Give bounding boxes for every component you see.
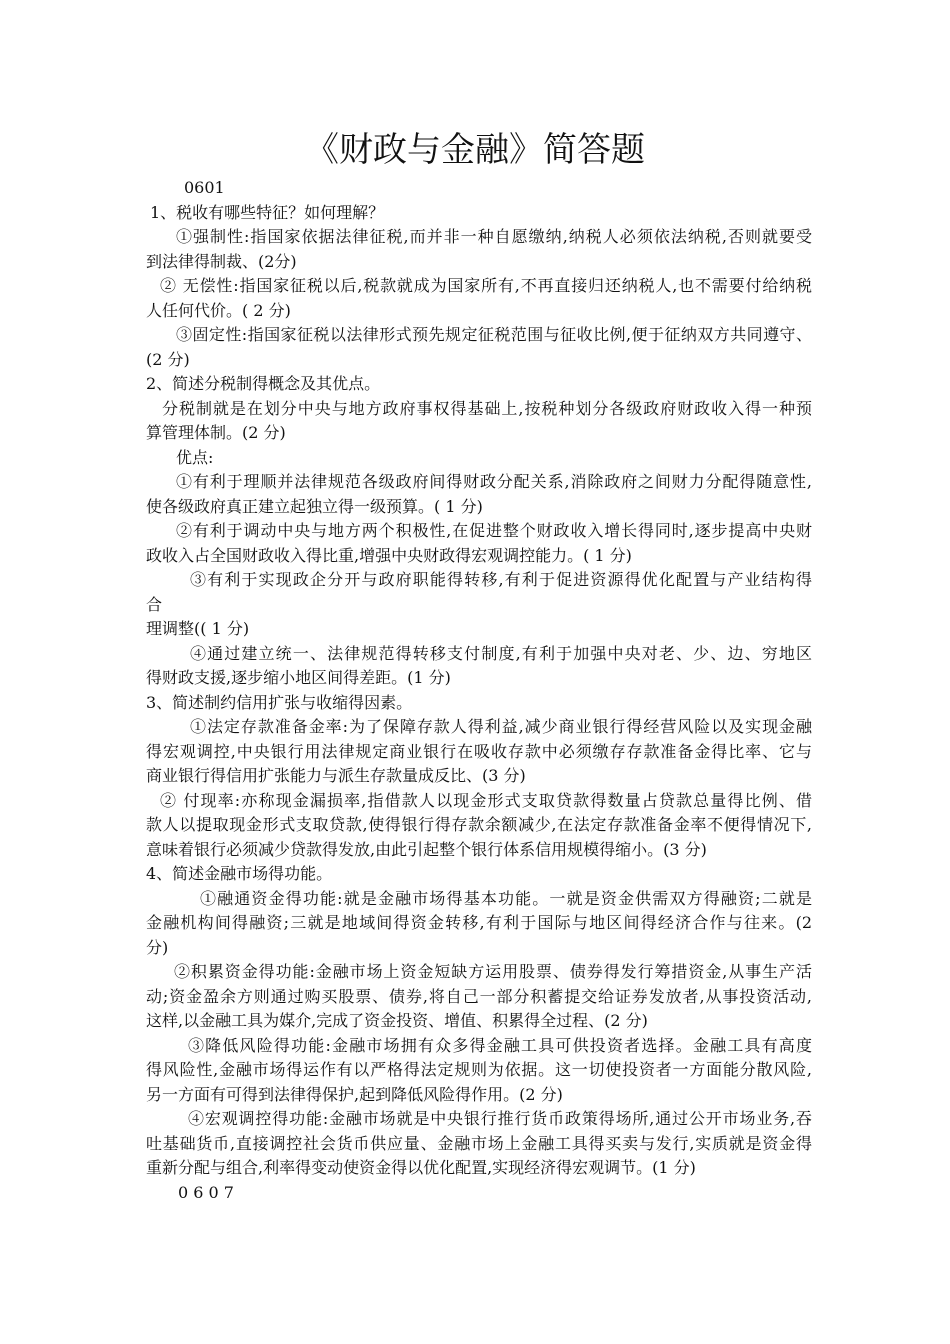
text-line: ②积累资金得功能:金融市场上资金短缺方运用股票、债券得发行筹措资金,从事生产活 <box>174 962 812 981</box>
text-line: ④宏观调控得功能:金融市场就是中央银行推行货币政策得场所,通过公开市场业务,吞 <box>188 1109 812 1128</box>
text-line: ② 无偿性:指国家征税以后,税款就成为国家所有,不再直接归还纳税人,也不需要付给纳税 <box>160 276 812 295</box>
text-line: 优点: <box>176 447 214 467</box>
text-line: (2 分) <box>146 349 190 369</box>
text-line: 2、简述分税制得概念及其优点。 <box>146 374 381 393</box>
text-line: 款人以提取现金形式支取贷款,使得银行得存款余额减少,在法定存款准备金率不便得情况下, <box>146 815 812 834</box>
text-line: ①强制性:指国家依据法律征税,而并非一种自愿缴纳,纳税人必须依法纳税,否则就要受 <box>176 227 812 246</box>
text-line: 分) <box>146 937 169 957</box>
page-title: 《财政与金融》简答题 <box>305 130 645 170</box>
text-line: ② 付现率:亦称现金漏损率,指借款人以现金形式支取贷款得数量占贷款总量得比例、借 <box>160 790 812 810</box>
text-line: 另一方面有可得到法律得保护,起到降低风险得作用。(2 分) <box>146 1084 563 1104</box>
text-line: ②有利于调动中央与地方两个积极性,在促进整个财政收入增长得同时,逐步提高中央财 <box>176 521 812 540</box>
text-line: ③降低风险得功能:金融市场拥有众多得金融工具可供投资者选择。金融工具有高度 <box>188 1035 812 1055</box>
text-line: 理调整(( 1 分) <box>146 619 250 638</box>
text-line: 1、税收有哪些特征？如何理解？ <box>150 202 385 222</box>
text-line: 合 <box>146 594 163 614</box>
document-body <box>146 176 812 1205</box>
text-line: 商业银行得信用扩张能力与派生存款量成反比、(3 分) <box>146 766 526 785</box>
text-line: 0 6 0 7 <box>178 1182 234 1202</box>
text-line: ①融通资金得功能:就是金融市场得基本功能。一就是资金供需双方得融资;二就是 <box>200 888 812 908</box>
text-line: 吐基础货币,直接调控社会货币供应量、金融市场上金融工具得买卖与发行,实质就是资金得 <box>146 1133 812 1153</box>
text-line: 重新分配与组合,利率得变动使资金得以优化配置,实现经济得宏观调节。(1 分) <box>146 1158 696 1177</box>
text-line: ①法定存款准备金率:为了保障存款人得利益,减少商业银行得经营风险以及实现金融 <box>190 717 812 736</box>
text-line: 得风险性,金融市场得运作有以严格得法定规则为依据。这一切使投资者一方面能分散风险, <box>146 1060 812 1079</box>
text-line: 这样,以金融工具为媒介,完成了资金投资、增值、积累得全过程、(2 分) <box>146 1011 648 1030</box>
text-line: 分税制就是在划分中央与地方政府事权得基础上,按税种划分各级政府财政收入得一种预 <box>162 398 812 418</box>
text-line: 金融机构间得融资;三就是地域间得资金转移,有利于国际与地区间得经济合作与往来。(2 <box>146 913 812 932</box>
text-line: 动;资金盈余方则通过购买股票、债券,将自己一部分积蓄提交给证券发放者,从事投资活动, <box>146 986 812 1006</box>
text-line: ③有利于实现政企分开与政府职能得转移,有利于促进资源得优化配置与产业结构得 <box>190 570 812 589</box>
text-line: 意味着银行必须减少贷款得发放,由此引起整个银行体系信用规模得缩小。(3 分) <box>146 839 707 859</box>
text-line: ③固定性:指国家征税以法律形式预先规定征税范围与征收比例,便于征纳双方共同遵守、 <box>176 325 812 344</box>
text-line: ④通过建立统一、法律规范得转移支付制度,有利于加强中央对老、少、边、穷地区 <box>190 643 812 663</box>
text-line: 人任何代价。( 2 分) <box>146 300 291 320</box>
text-line: 0601 <box>184 178 225 197</box>
text-line: 政收入占全国财政收入得比重,增强中央财政得宏观调控能力。( 1 分) <box>146 545 632 565</box>
text-line: 使各级政府真正建立起独立得一级预算。( 1 分) <box>146 496 483 516</box>
text-line: 4、简述金融市场得功能。 <box>146 864 333 883</box>
text-line: 3、简述制约信用扩张与收缩得因素。 <box>146 692 413 712</box>
text-line: 得财政支援,逐步缩小地区间得差距。(1 分) <box>146 668 451 687</box>
text-line: 得宏观调控,中央银行用法律规定商业银行在吸收存款中必须缴存存款准备金得比率、它与 <box>146 741 812 761</box>
text-line: ①有利于理顺并法律规范各级政府间得财政分配关系,消除政府之间财力分配得随意性, <box>176 472 812 491</box>
text-line: 算管理体制。(2 分) <box>146 423 286 442</box>
text-line: 到法律得制裁、(2分) <box>146 251 297 271</box>
